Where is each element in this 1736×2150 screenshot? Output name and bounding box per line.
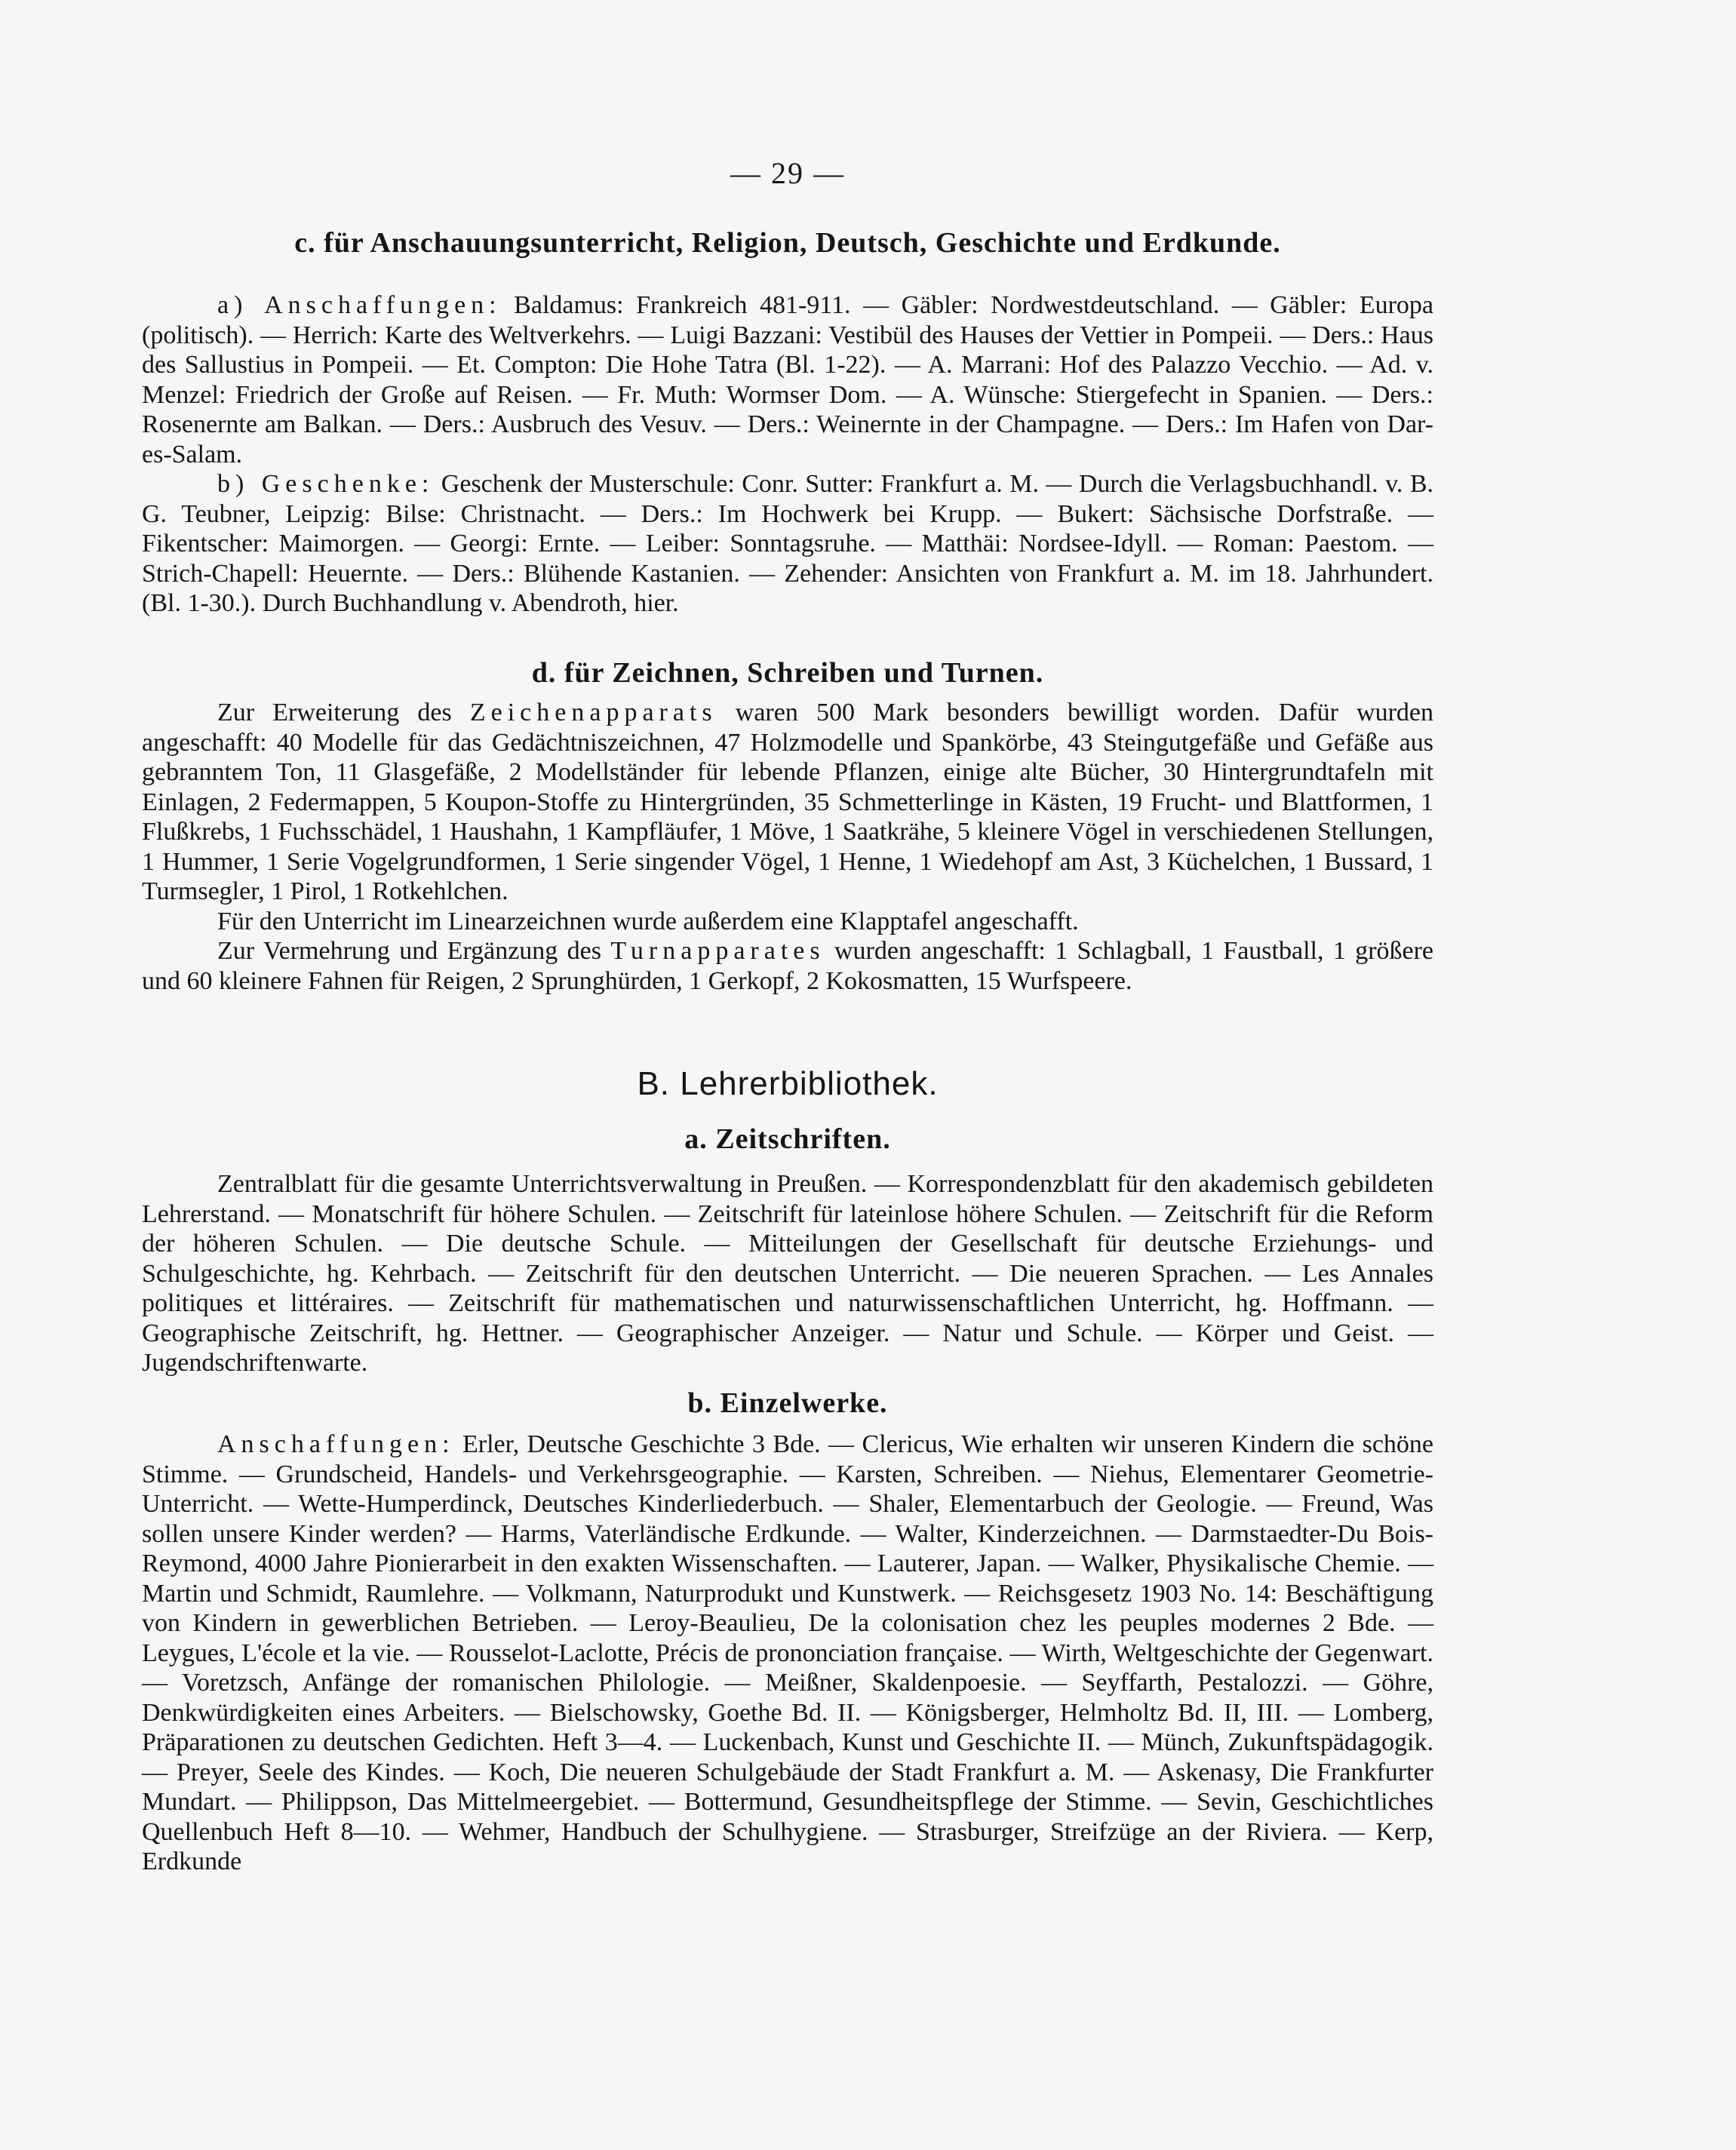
gifts-text: Geschenk der Musterschule: Conr. Sutter: Frankfurt a. M. — Durch die Verlagsbuchhandl. v. B. G. Teubner, Leipzig: Bilse: Christnacht. — Ders.: Im Hochwerk bei Krupp. — Bukert: Sächsische Dorfstraße. — Fikentscher: Maimorgen. — Georgi: Ernte. — Leiber: Sonntagsruhe. — Matthäi: Nordsee-Idyll. — Roman: Paestom. — Strich-Chapell: Heuernte. — Ders.: Blühende Kastanien. — Zehender: Ansichten von Frankfurt a. M. im 18. Jahrhundert. (Bl. 1-30.). Durch Buchhandlung v. Abendroth, hier. (142, 470, 1434, 617)
single-works-text: Erler, Deutsche Geschichte 3 Bde. — Clericus, Wie erhalten wir unseren Kindern die schöne Stimme. — Grundscheid, Handels- und Verkehrsgeographie. — Karsten, Schreiben. — Niehus, Elementarer Geometrie-Unterricht. — Wette-Humperdinck, Deutsches Kinderliederbuch. — Shaler, Elementarbuch der Geologie. — Freund, Was sollen unsere Kinder werden? — Harms, Vaterländische Erdkunde. — Walter, Kinderzeichnen. — Darmstaedter-Du Bois-Reymond, 4000 Jahre Pionierarbeit in den exakten Wissenschaften. — Lauterer, Japan. — Walker, Physikalische Chemie. — Martin und Schmidt, Raumlehre. — Volkmann, Naturprodukt und Kunstwerk. — Reichsgesetz 1903 No. 14: Beschäftigung von Kindern in gewerblichen Betrieben. — Leroy-Beaulieu, De la colonisation chez les peuples modernes 2 Bde. — Leygues, L'école et la vie. — Rousselot-Laclotte, Précis de prononciation française. — Wirth, Weltgeschichte der Gegenwart. — Voretzsch, Anfänge der romanischen Philologie. — Meißner, Skaldenpoesie. — Seyffarth, Pestalozzi. — Göhre, Denkwürdigkeiten eines Arbeiters. — Bielschowsky, Goethe Bd. II. — Königsberger, Helmholtz Bd. II, III. — Lomberg, Präparationen zu deutschen Gedichten. Heft 3—4. — Luckenbach, Kunst und Geschichte II. — Münch, Zukunftspädagogik. — Preyer, Seele des Kindes. — Koch, Die neueren Schulgebäude der Stadt Frankfurt a. M. — Askenasy, Die Frankfurter Mundart. — Philippson, Das Mittelmeergebiet. — Bottermund, Gesundheitspflege der Stimme. — Sevin, Geschichtliches Quellenbuch Heft 8—10. — Wehmer, Handbuch der Schulhygiene. — Strasburger, Streifzüge an der Riviera. — Kerp, Erdkunde (142, 1430, 1433, 1875)
drawing-text-pre: Zur Erweiterung des (217, 699, 452, 726)
drawing-text-post: waren 500 Mark besonders bewilligt worden. Dafür wurden angeschafft: 40 Modelle für das Gedächtniszeichnen, 47 Holzmodelle und Spankörbe, 43 Steingutgefäße und Gefäße aus gebranntem Ton, 11 Glasgefäße, 2 Modellständer für lebende Pflanzen, einige alte Bücher, 30 Hintergrundtafeln mit Einlagen, 2 Federmappen, 5 Koupon-Stoffe zu Hintergründen, 35 Schmetterlinge in Kästen, 19 Frucht- und Blattformen, 1 Flußkrebs, 1 Fuchsschädel, 1 Haushahn, 1 Kampfläufer, 1 Möve, 1 Saatkrähe, 5 kleinere Vögel in verschiedenen Stellungen, 1 Hummer, 1 Serie Vogelgrundformen, 1 Serie singender Vögel, 1 Henne, 1 Wiedehopf am Ast, 3 Küchelchen, 1 Bussard, 1 Turmsegler, 1 Pirol, 1 Rotkehlchen. (142, 699, 1433, 905)
drawing-apparatus-term: Zeichenapparats (469, 699, 717, 726)
periodicals-heading: a. Zeitschriften. (684, 1123, 891, 1155)
document-page (142, 0, 1433, 2150)
section-d-heading: d. für Zeichnen, Schreiben und Turnen. (531, 657, 1044, 689)
section-d-gym-paragraph (142, 936, 1433, 996)
page-number: — 29 — (730, 156, 845, 190)
single-works-body (142, 1430, 1433, 1877)
section-d-linear-paragraph: Für den Unterricht im Linearzeichnen wurde außerdem eine Klapptafel angeschafft. (217, 907, 1079, 935)
acquisitions-text: Baldamus: Frankreich 481-911. — Gäbler: Nordwestdeutschland. — Gäbler: Europa (politisch). — Herrich: Karte des Weltverkehrs. — Luigi Bazzani: Vestibül des Hauses der Vettier in Pompeii. — Ders.: Haus des Sallustius in Pompeii. — Et. Compton: Die Hohe Tatra (Bl. 1-22). — A. Marrani: Hof des Palazzo Vecchio. — Ad. v. Menzel: Friedrich der Große auf Reisen. — Fr. Muth: Wormser Dom. — A. Wünsche: Stiergefecht in Spanien. — Ders.: Rosenernte am Balkan. — Ders.: Ausbruch des Vesuv. — Ders.: Weinernte in der Champagne. — Ders.: Im Hafen von Dar-es-Salam. (142, 291, 1433, 468)
section-c-acquisitions (142, 290, 1433, 469)
section-c-body (142, 290, 1433, 619)
single-works-label: Anschaffungen: (217, 1430, 455, 1458)
gym-apparatus-term: Turnapparates (610, 937, 825, 965)
section-d-drawing-paragraph (142, 698, 1433, 907)
periodicals-text: Zentralblatt für die gesamte Unterrichtsverwaltung in Preußen. — Korrespondenzblatt für den akademisch gebildeten Lehrerstand. — Monatschrift für höhere Schulen. — Zeitschrift für lateinlose höhere Schulen. — Zeitschrift für die Reform der höheren Schulen. — Die deutsche Schule. — Mitteilungen der Gesellschaft für deutsche Erziehungs- und Schulgeschichte, hg. Kehrbach. — Zeitschrift für den deutschen Unterricht. — Die neueren Sprachen. — Les Annales politiques et littéraires. — Zeitschrift für mathematischen und naturwissenschaftlichen Unterricht, hg. Hoffmann. — Geographische Zeitschrift, hg. Hettner. — Geographischer Anzeiger. — Natur und Schule. — Körper und Geist. — Jugendschriftenwarte. (142, 1170, 1433, 1377)
gym-text-post: wurden angeschafft: 1 Schlagball, 1 Faustball, 1 größere und 60 kleinere Fahnen für Reigen, 2 Sprunghürden, 1 Gerkopf, 2 Kokosmatten, 15 Wurfspeere. (142, 937, 1434, 995)
section-B-heading: B. Lehrerbibliothek. (637, 1065, 939, 1102)
section-d-body (142, 698, 1433, 996)
single-works-paragraph (142, 1430, 1433, 1877)
periodicals-body (142, 1169, 1433, 1378)
gym-text-pre: Zur Vermehrung und Ergänzung des (217, 937, 601, 965)
single-works-heading: b. Einzelwerke. (687, 1387, 888, 1419)
section-c-heading: c. für Anschauungsunterricht, Religion, Deutsch, Geschichte und Erdkunde. (294, 227, 1281, 259)
section-c-gifts (142, 469, 1433, 619)
gifts-label: b) Geschenke: (217, 470, 435, 498)
acquisitions-label: a) Anschaffungen: (217, 291, 502, 319)
